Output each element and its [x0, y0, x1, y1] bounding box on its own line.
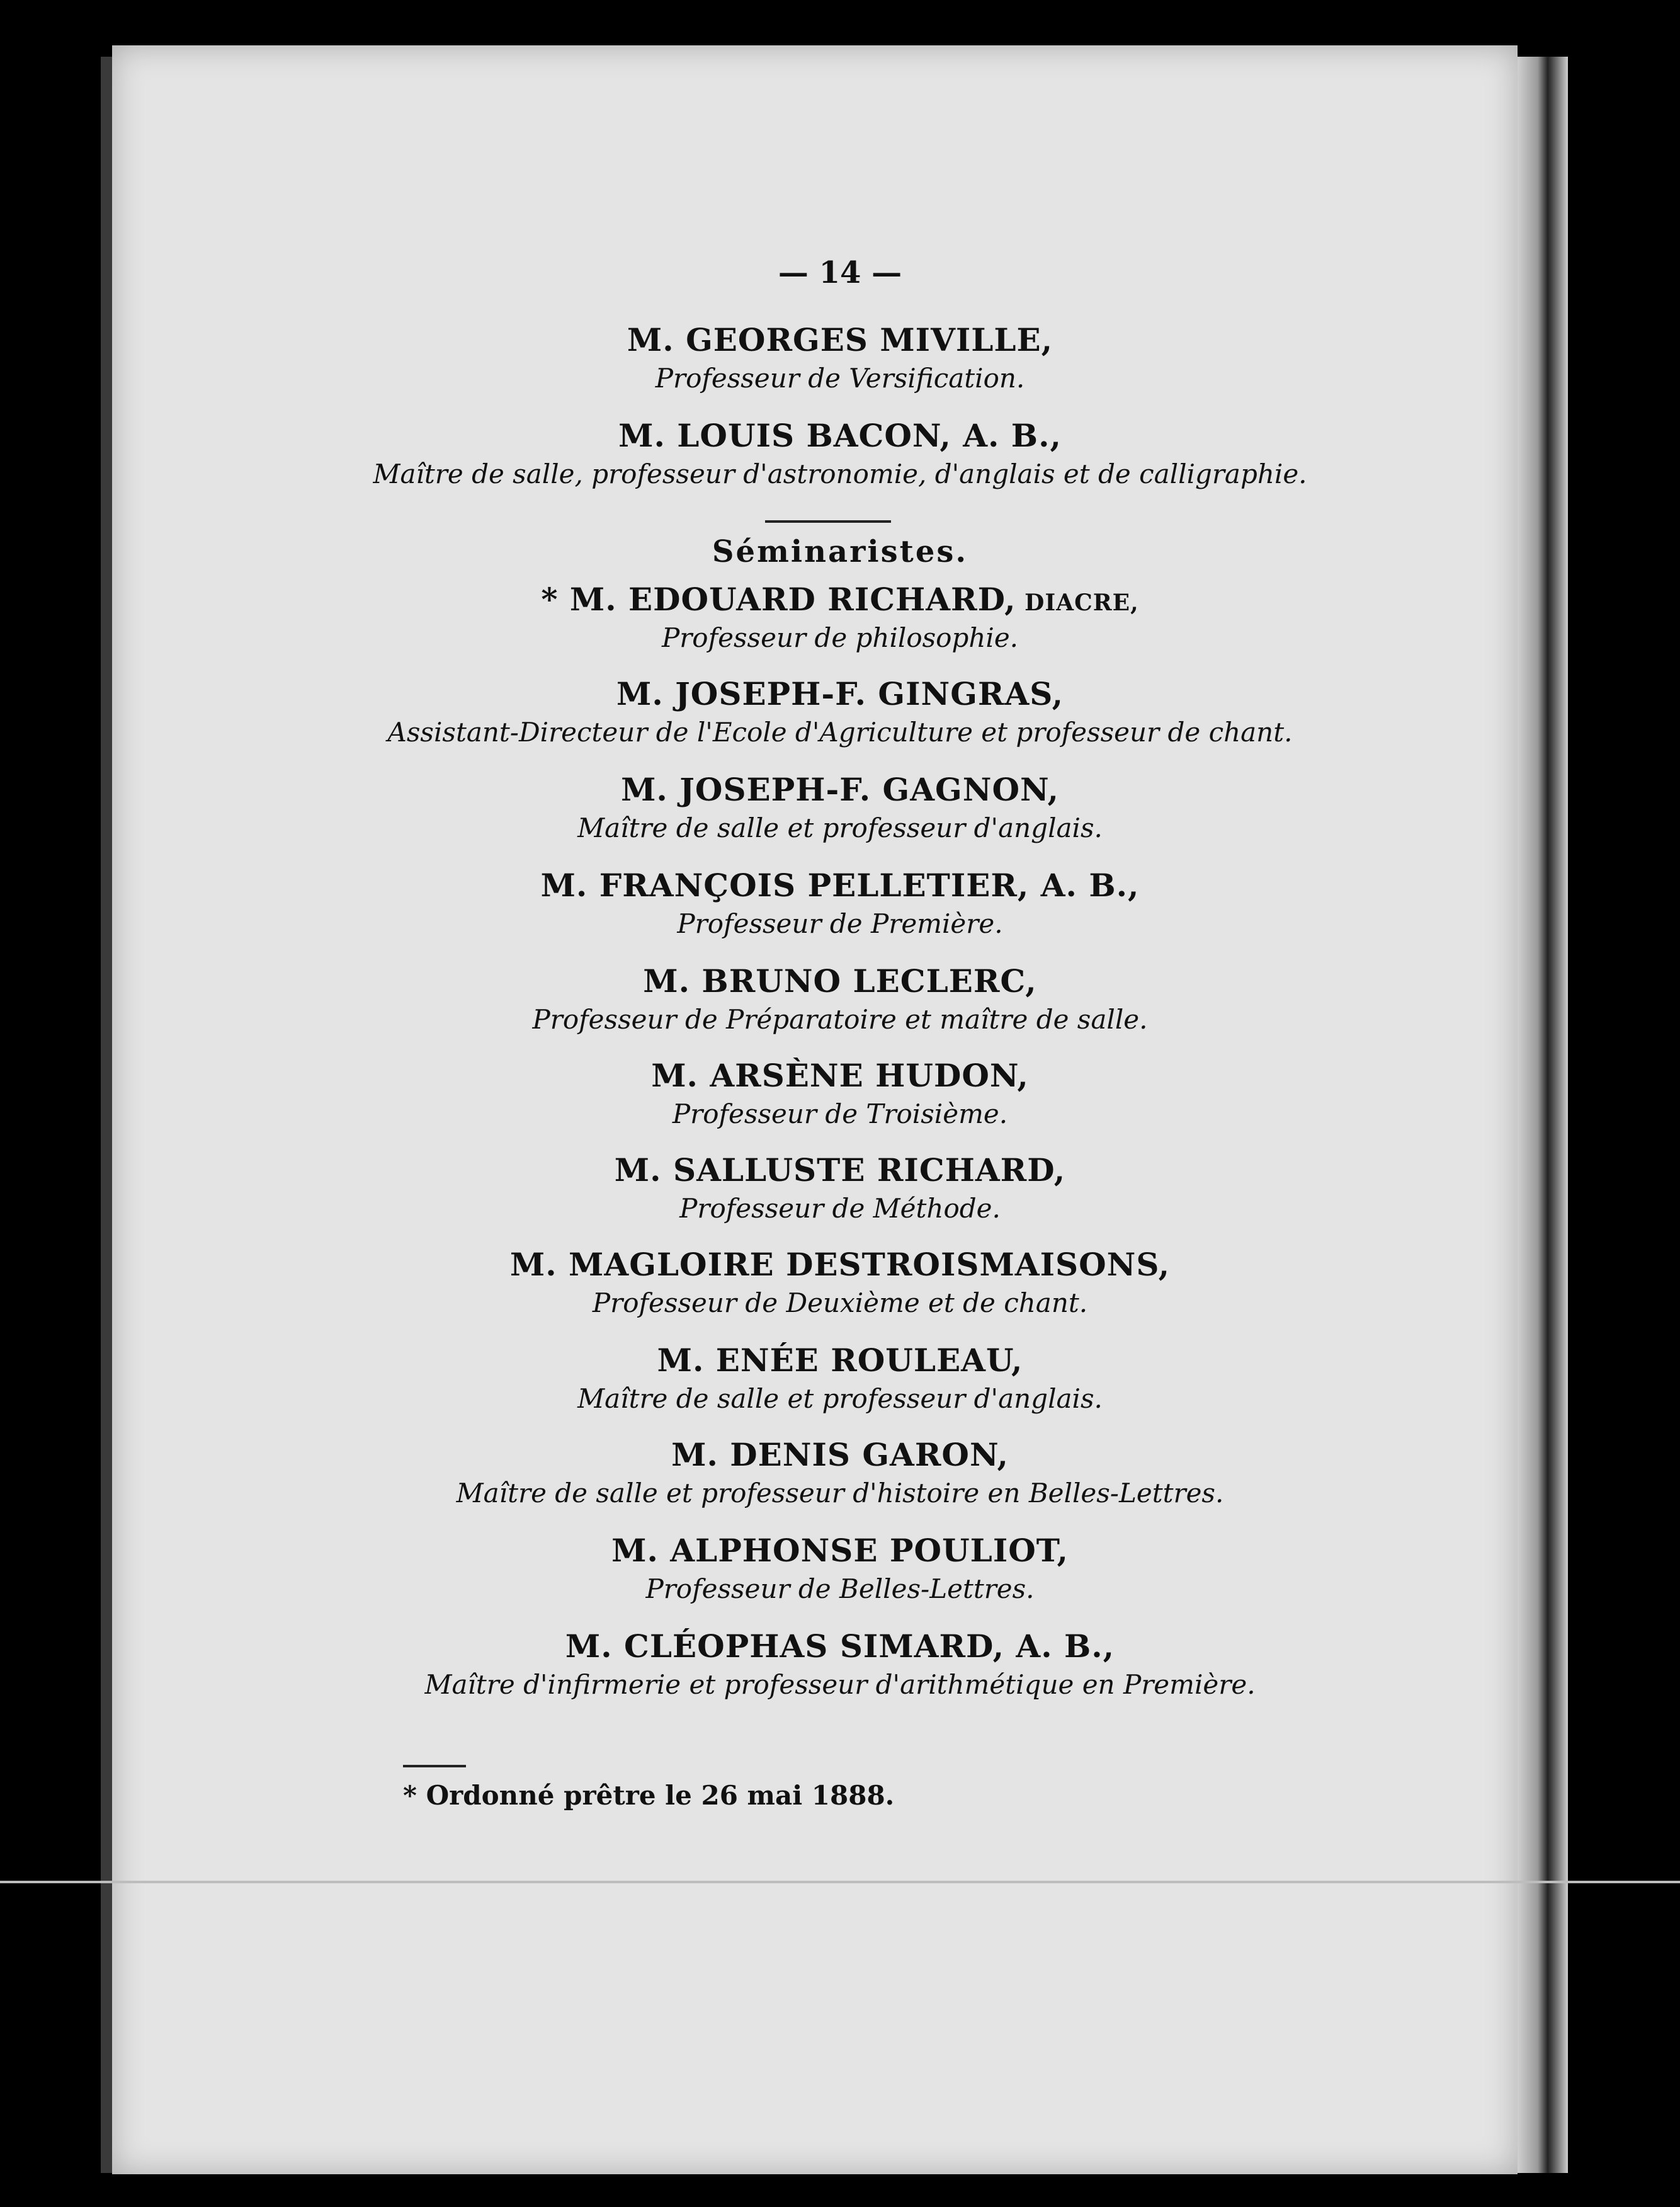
staff-role: Professeur de Première. [677, 908, 1003, 939]
footnote-rule [403, 1765, 466, 1767]
staff-name [0, 579, 1680, 620]
staff-role: Maître de salle, professeur d'astronomie, d'anglais et de calligraphie. [373, 459, 1307, 489]
entry-louis-bacon [0, 416, 1680, 493]
entry-edouard-richard [0, 579, 1680, 656]
footnote: * Ordonné prêtre le 26 mai 1888. [403, 1780, 895, 1811]
staff-role: Professeur de Préparatoire et maître de salle. [532, 1004, 1148, 1035]
entry-cleophas-simard [0, 1626, 1680, 1703]
staff-name: M. JOSEPH-F. GAGNON, [621, 771, 1059, 808]
staff-role: Professeur de Méthode. [679, 1193, 1001, 1224]
staff-name: M. SALLUSTE RICHARD, [614, 1151, 1066, 1189]
staff-name-text: * M. EDOUARD RICHARD, [541, 581, 1016, 618]
staff-name: M. BRUNO LECLERC, [643, 962, 1037, 1000]
entry-joseph-gingras [0, 674, 1680, 751]
section-divider [765, 520, 891, 523]
staff-name: M. MAGLOIRE DESTROISMAISONS, [509, 1246, 1171, 1283]
staff-role: Assistant-Directeur de l'Ecole d'Agriculture et professeur de chant. [387, 717, 1293, 748]
entry-magloire-destroismaisons [0, 1245, 1680, 1321]
staff-role: Professeur de Troisième. [672, 1098, 1008, 1129]
staff-role: Professeur de philosophie. [661, 622, 1019, 653]
entry-alphonse-pouliot [0, 1531, 1680, 1607]
staff-name: M. ARSÈNE HUDON, [651, 1057, 1029, 1094]
entry-bruno-leclerc [0, 961, 1680, 1038]
staff-role: Professeur de Deuxième et de chant. [592, 1287, 1088, 1318]
entry-enee-rouleau [0, 1340, 1680, 1417]
staff-role: Professeur de Versification. [655, 363, 1025, 394]
staff-name: M. DENIS GARON, [671, 1436, 1009, 1473]
staff-role: Maître d'infirmerie et professeur d'arithmétique en Première. [424, 1669, 1256, 1700]
page-number: — 14 — [778, 255, 902, 290]
staff-role: Maître de salle et professeur d'anglais. [577, 813, 1103, 843]
staff-name: M. ENÉE ROULEAU, [657, 1342, 1023, 1379]
staff-name: M. FRANÇOIS PELLETIER, A. B., [540, 867, 1140, 904]
staff-name: M. LOUIS BACON, A. B., [618, 417, 1062, 454]
staff-name: M. JOSEPH-F. GINGRAS, [616, 675, 1064, 712]
entry-arsene-hudon [0, 1056, 1680, 1132]
scan-artifact-line [0, 1881, 1680, 1883]
staff-name: M. ALPHONSE POULIOT, [611, 1532, 1069, 1569]
entry-francois-pelletier [0, 865, 1680, 942]
staff-title-suffix: DIACRE, [1016, 590, 1139, 616]
staff-role: Maître de salle et professeur d'anglais. [577, 1383, 1103, 1414]
entry-georges-miville [0, 320, 1680, 397]
entry-salluste-richard [0, 1150, 1680, 1227]
staff-role: Professeur de Belles-Lettres. [645, 1573, 1035, 1604]
section-title: Séminaristes. [712, 534, 968, 569]
staff-role: Maître de salle et professeur d'histoire en Belles-Lettres. [456, 1478, 1224, 1508]
staff-name: M. GEORGES MIVILLE, [627, 321, 1053, 358]
entry-denis-garon [0, 1435, 1680, 1512]
entry-joseph-gagnon [0, 770, 1680, 847]
staff-name: M. CLÉOPHAS SIMARD, A. B., [565, 1628, 1115, 1665]
